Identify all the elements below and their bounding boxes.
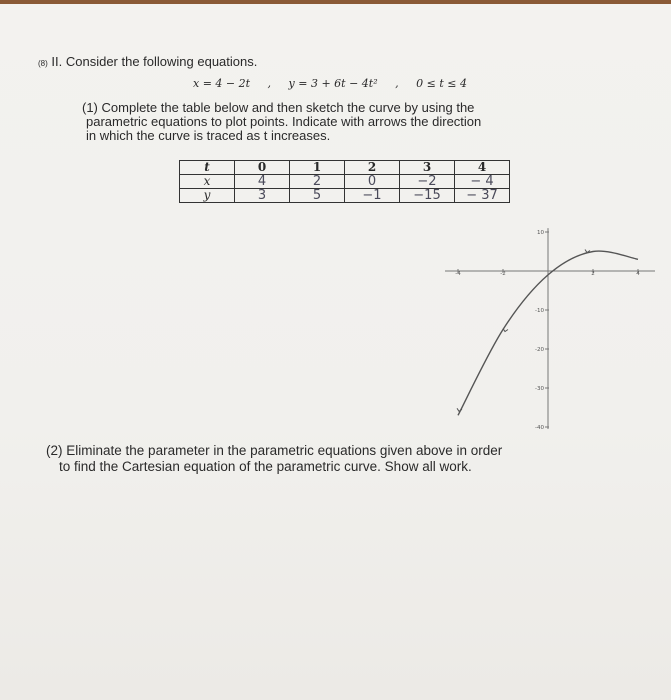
equation-x: x = 4 − 2t xyxy=(193,77,251,90)
table-cell[interactable]: −2 xyxy=(400,175,455,189)
problem-number: (8) xyxy=(38,59,48,68)
table-label-t: t xyxy=(180,161,235,175)
y-tick-label: 10 xyxy=(537,230,544,236)
table-cell: 0 xyxy=(235,161,290,175)
table-label-x: x xyxy=(180,175,235,189)
y-tick-label: -40 xyxy=(535,425,544,429)
table-cell[interactable]: − 37 xyxy=(455,189,510,203)
problem-heading xyxy=(38,54,257,69)
x-tick-label: -4 xyxy=(455,271,461,277)
x-tick-label: -2 xyxy=(500,271,506,277)
parametric-curve-graph xyxy=(440,219,660,429)
table-cell[interactable]: 5 xyxy=(290,189,345,203)
table-cell: 2 xyxy=(345,161,400,175)
table-row-t xyxy=(180,161,510,175)
table-cell[interactable]: 4 xyxy=(235,175,290,189)
worksheet-page xyxy=(0,4,671,700)
table-cell: 3 xyxy=(400,161,455,175)
equation-domain: 0 ≤ t ≤ 4 xyxy=(416,77,467,90)
part1-line2: parametric equations to plot points. Indicate with arrows the direction xyxy=(86,114,482,129)
part2-label: (2) xyxy=(46,443,63,458)
table-cell: 1 xyxy=(290,161,345,175)
part2-line2: to find the Cartesian equation of the parametric curve. Show all work. xyxy=(59,459,472,474)
values-table xyxy=(179,160,510,203)
table-cell[interactable]: 2 xyxy=(290,175,345,189)
part1-line1: (1) Complete the table below and then sketch the curve by using the xyxy=(82,100,475,115)
y-tick-label: -30 xyxy=(535,386,544,392)
table-row-x xyxy=(180,175,510,189)
y-tick-label: -10 xyxy=(535,308,544,314)
direction-arrow xyxy=(503,329,508,332)
y-tick-label: -20 xyxy=(535,347,544,353)
table-cell: 4 xyxy=(455,161,510,175)
part1-line3: in which the curve is traced as t increases. xyxy=(86,128,331,143)
table-cell[interactable]: − 4 xyxy=(455,175,510,189)
table-row-y xyxy=(180,189,510,203)
part2-line1: (2) Eliminate the parameter in the parametric equations given above in order xyxy=(46,443,503,458)
x-tick-label: 2 xyxy=(591,271,595,277)
table-cell[interactable]: 0 xyxy=(345,175,400,189)
part1-label: (1) xyxy=(82,100,98,115)
parametric-equations: x = 4 − 2t , y = 3 + 6t − 4t² , 0 ≤ t ≤ 4 xyxy=(193,77,467,90)
table-cell[interactable]: 3 xyxy=(235,189,290,203)
problem-title: II. Consider the following equations. xyxy=(51,54,258,69)
table-label-y: y xyxy=(180,189,235,203)
x-tick-label: 4 xyxy=(636,271,640,277)
equation-y: y = 3 + 6t − 4t² xyxy=(288,77,378,90)
table-cell[interactable]: −1 xyxy=(345,189,400,203)
table-cell[interactable]: −15 xyxy=(400,189,455,203)
